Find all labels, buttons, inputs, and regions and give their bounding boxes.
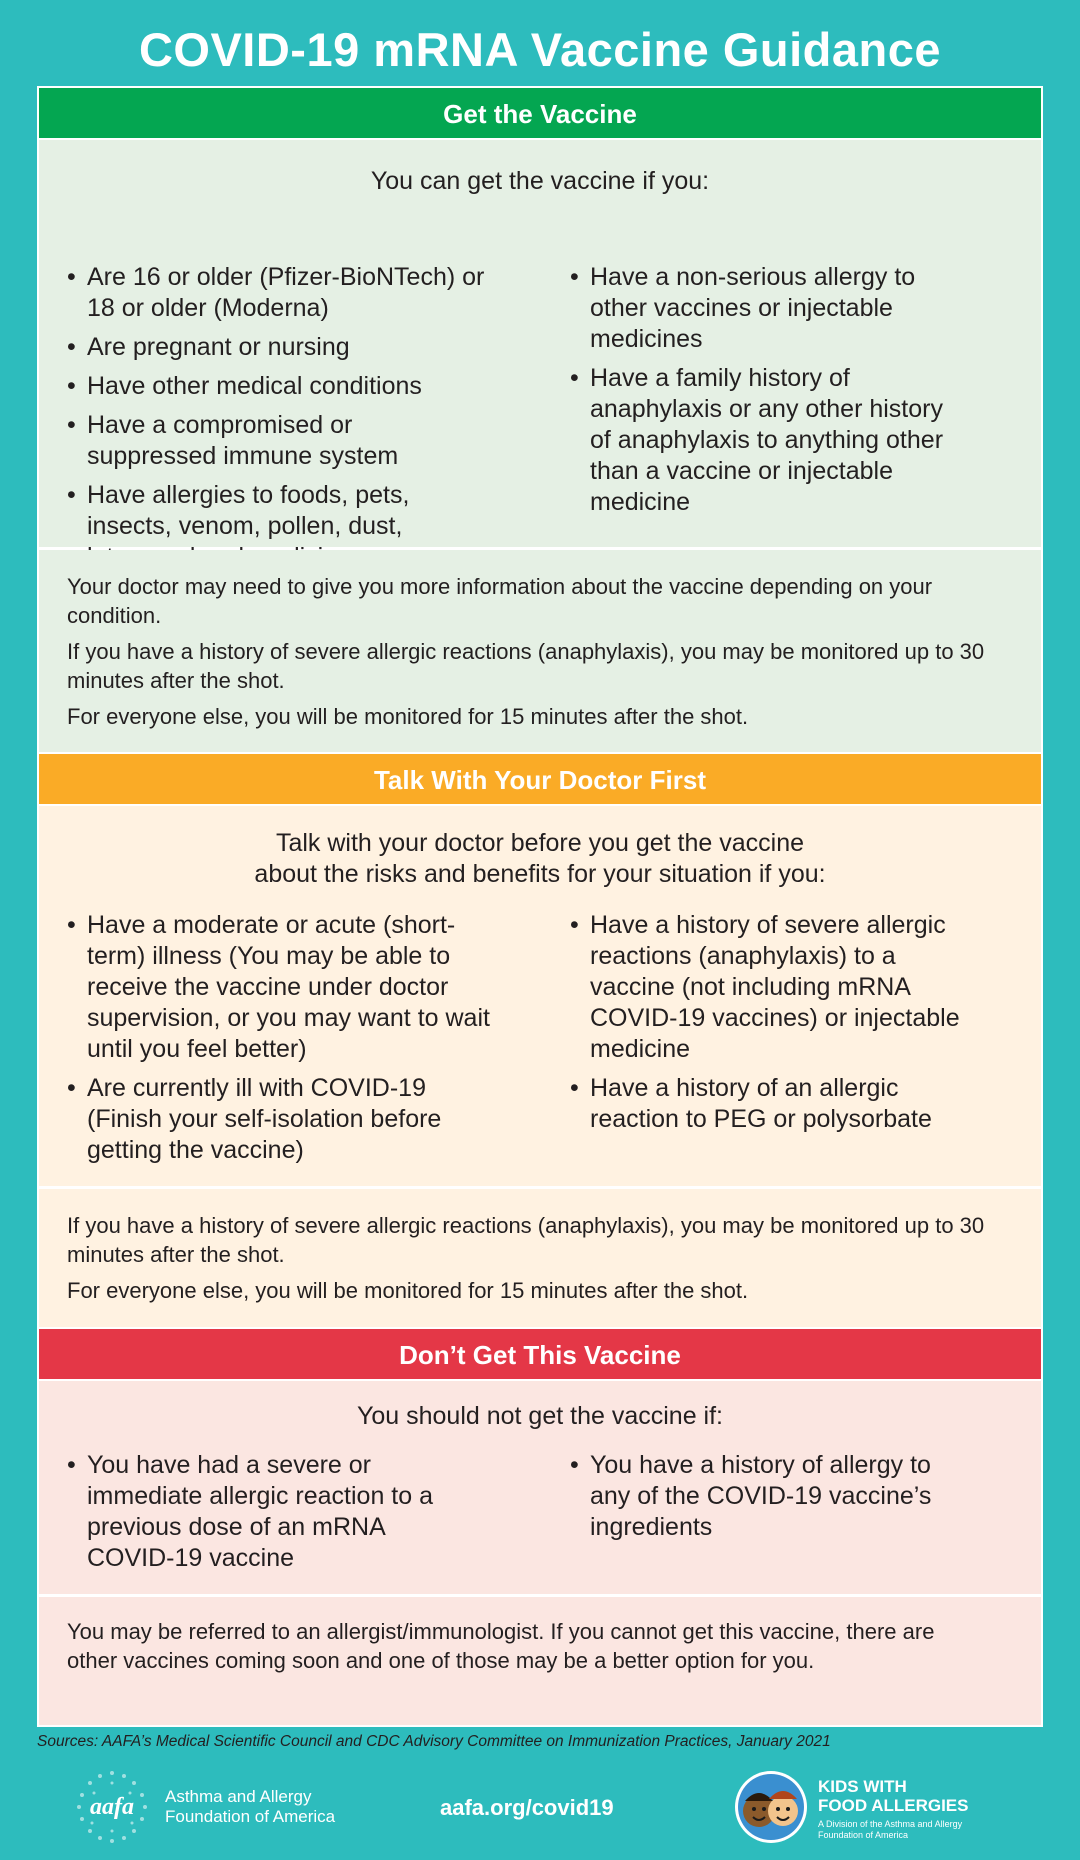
footer bbox=[0, 1765, 1080, 1855]
list-item: • Have allergies to foods, pets, insects, venom, pollen, dust, bbox=[67, 480, 447, 573]
list-item: • Are 16 or older (Pfizer-BioNTech) or 18 or older (Moderna) bbox=[67, 262, 507, 324]
sources-citation: Sources: AAFA’s Medical Scientific Council and CDC Advisory Committee on Immunization Practices, January 2021 bbox=[37, 1733, 831, 1750]
talk-doctor-left-list bbox=[67, 910, 507, 1166]
get-vaccine-left-list bbox=[67, 262, 507, 573]
note: For everyone else, you will be monitored for 15 minutes after the shot. bbox=[67, 1278, 749, 1303]
note: You may be referred to an allergist/immunologist. If you cannot get this vaccine, there are other vaccines coming soon and one of those may be a better option for you. bbox=[67, 1619, 935, 1673]
aafa-name-line1: Asthma and Allergy bbox=[165, 1787, 312, 1806]
get-vaccine-notes bbox=[39, 550, 1041, 755]
list-item: • Have a history of severe allergic reactions (anaphylaxis) to a vaccine (not including mRNA COVID-19 vaccines) or injectable medicine bbox=[570, 910, 970, 1065]
page-title: COVID-19 mRNA Vaccine Guidance bbox=[138, 23, 942, 76]
dont-get-criteria bbox=[39, 1381, 1041, 1597]
dont-get-card bbox=[37, 1327, 1043, 1727]
get-vaccine-right-list bbox=[570, 262, 990, 518]
talk-doctor-header: Talk With Your Doctor First bbox=[39, 754, 1041, 806]
dont-get-intro: You should not get the vaccine if: bbox=[356, 1402, 723, 1430]
dont-get-right-list bbox=[570, 1450, 990, 1543]
aafa-organization-name bbox=[165, 1787, 335, 1827]
kfa-logo-faces-icon bbox=[733, 1769, 809, 1845]
list-item: • Have other medical conditions bbox=[67, 371, 507, 402]
note: If you have a history of severe allergic reactions (anaphylaxis), you may be monitored up to 30 minutes after the shot. bbox=[67, 1213, 985, 1267]
list-item: • Have a history of an allergic reaction to PEG or polysorbate bbox=[570, 1073, 980, 1135]
note: Your doctor may need to give you more information about the vaccine depending on your condition. bbox=[67, 574, 933, 628]
list-item: • Have a family history of anaphylaxis or any other history of anaphylaxis to anything other than a vaccine or injectable medicine bbox=[570, 363, 970, 518]
talk-doctor-criteria bbox=[39, 806, 1041, 1189]
list-item: • Have a non-serious allergy to other vaccines or injectable medicines bbox=[570, 262, 960, 355]
get-vaccine-header: Get the Vaccine bbox=[39, 88, 1041, 140]
list-item: • Have a moderate or acute (short-term) illness (You may be able to receive the vaccine under doctor supervision, or you may want to wait until you feel better) bbox=[67, 910, 497, 1065]
get-vaccine-card bbox=[37, 86, 1043, 755]
kfa-sub-line1: A Division of the Asthma and Allergy bbox=[818, 1819, 963, 1829]
kfa-name-line1: KIDS WITH bbox=[818, 1777, 907, 1796]
list-item: • You have a history of allergy to any of the COVID-19 vaccine’s ingredients bbox=[570, 1450, 960, 1543]
talk-doctor-intro-line1: Talk with your doctor before you get the vaccine bbox=[275, 829, 805, 857]
kfa-name-line2: FOOD ALLERGIES bbox=[818, 1796, 969, 1815]
get-vaccine-criteria bbox=[39, 140, 1041, 550]
list-item: • You have had a severe or immediate allergic reaction to a previous dose of an mRNA COVID-19 vaccine bbox=[67, 1450, 437, 1574]
website-link[interactable]: aafa.org/covid19 bbox=[440, 1795, 614, 1820]
aafa-name-line2: Foundation of America bbox=[165, 1807, 336, 1826]
talk-doctor-notes bbox=[39, 1189, 1041, 1329]
aafa-logo bbox=[72, 1767, 152, 1847]
list-item: • Are pregnant or nursing bbox=[67, 332, 507, 363]
note: If you have a history of severe allergic reactions (anaphylaxis), you may be monitored up to 30 minutes after the shot. bbox=[67, 639, 985, 693]
list-item: • Have a compromised or suppressed immune system bbox=[67, 410, 407, 472]
note: For everyone else, you will be monitored for 15 minutes after the shot. bbox=[67, 704, 749, 729]
talk-doctor-right-list bbox=[570, 910, 990, 1135]
talk-doctor-card bbox=[37, 752, 1043, 1329]
dont-get-header: Don’t Get This Vaccine bbox=[39, 1329, 1041, 1381]
kfa-sub-line2: Foundation of America bbox=[818, 1830, 909, 1840]
dont-get-notes bbox=[39, 1597, 1041, 1725]
kfa-organization bbox=[818, 1777, 969, 1841]
talk-doctor-intro-line2: about the risks and benefits for your situation if you: bbox=[254, 860, 826, 888]
aafa-logo-text: aafa bbox=[90, 1794, 134, 1820]
get-vaccine-intro: You can get the vaccine if you: bbox=[370, 167, 710, 195]
list-item: • Are currently ill with COVID-19 (Finish your self-isolation before getting the vaccine) bbox=[67, 1073, 497, 1166]
dont-get-left-list bbox=[67, 1450, 507, 1574]
